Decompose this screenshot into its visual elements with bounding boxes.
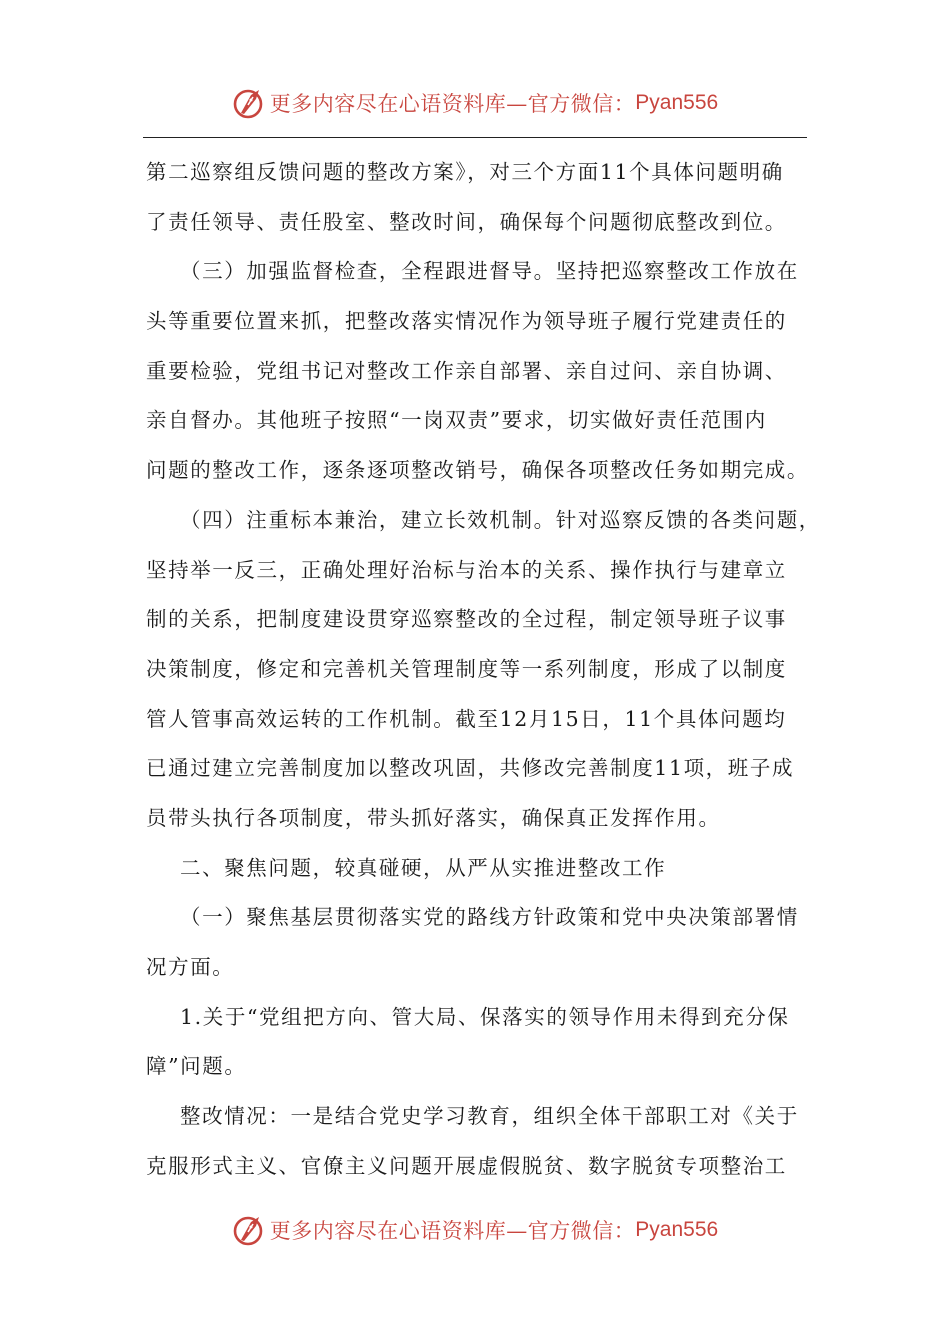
body-line: 已通过建立完善制度加以整改巩固，共修改完善制度11项，班子成 xyxy=(146,756,795,781)
body-line: （三）加强监督检查，全程跟进督导。坚持把巡察整改工作放在 xyxy=(180,259,799,284)
body-line: 问题的整改工作，逐条逐项整改销号，确保各项整改任务如期完成。 xyxy=(146,458,809,483)
body-line: 1.关于“党组把方向、管大局、保落实的领导作用未得到充分保 xyxy=(180,1004,790,1029)
body-line: （四）注重标本兼治，建立长效机制。针对巡察反馈的各类问题， xyxy=(180,507,821,532)
header-divider xyxy=(143,137,807,138)
body-line: 员带头执行各项制度，带头抓好落实，确保真正发挥作用。 xyxy=(146,805,721,830)
body-line: 重要检验，党组书记对整改工作亲自部署、亲自过问、亲自协调、 xyxy=(146,358,787,383)
body-line: 坚持举一反三，正确处理好治标与治本的关系、操作执行与建章立 xyxy=(146,557,787,582)
footer-watermark xyxy=(0,1210,950,1250)
document-body xyxy=(146,148,821,1191)
body-line: 第二巡察组反馈问题的整改方案》，对三个方面11个具体问题明确 xyxy=(146,160,784,184)
body-line: 头等重要位置来抓，把整改落实情况作为领导班子履行党建责任的 xyxy=(146,309,787,334)
body-line: （一）聚焦基层贯彻落实党的路线方针政策和党中央决策部署情 xyxy=(180,905,799,930)
pen-nib-logo-icon xyxy=(232,86,266,120)
body-line: 克服形式主义、官僚主义问题开展虚假脱贫、数字脱贫专项整治工 xyxy=(146,1153,787,1178)
body-line: 况方面。 xyxy=(146,955,235,979)
header-watermark xyxy=(0,83,950,123)
body-line: 管人管事高效运转的工作机制。截至12月15日，11个具体问题均 xyxy=(146,706,787,731)
watermark-text: 更多内容尽在心语资料库—官方微信： xyxy=(269,92,636,116)
watermark-wechat-id: Pyan556 xyxy=(635,1218,719,1241)
watermark-text: 更多内容尽在心语资料库—官方微信： xyxy=(269,1219,636,1243)
pen-nib-logo-icon xyxy=(232,1213,266,1247)
body-line: 了责任领导、责任股室、整改时间，确保每个问题彻底整改到位。 xyxy=(146,209,787,234)
body-line: 亲自督办。其他班子按照“一岗双责”要求，切实做好责任范围内 xyxy=(146,408,767,433)
body-line: 整改情况：一是结合党史学习教育，组织全体干部职工对《关于 xyxy=(180,1104,799,1129)
body-line: 决策制度，修定和完善机关管理制度等一系列制度，形成了以制度 xyxy=(146,656,787,681)
section-heading: 二、聚焦问题，较真碰硬，从严从实推进整改工作 xyxy=(180,855,667,880)
body-line: 制的关系，把制度建设贯穿巡察整改的全过程，制定领导班子议事 xyxy=(146,607,787,632)
body-line: 障”问题。 xyxy=(146,1054,247,1079)
watermark-wechat-id: Pyan556 xyxy=(635,91,719,114)
